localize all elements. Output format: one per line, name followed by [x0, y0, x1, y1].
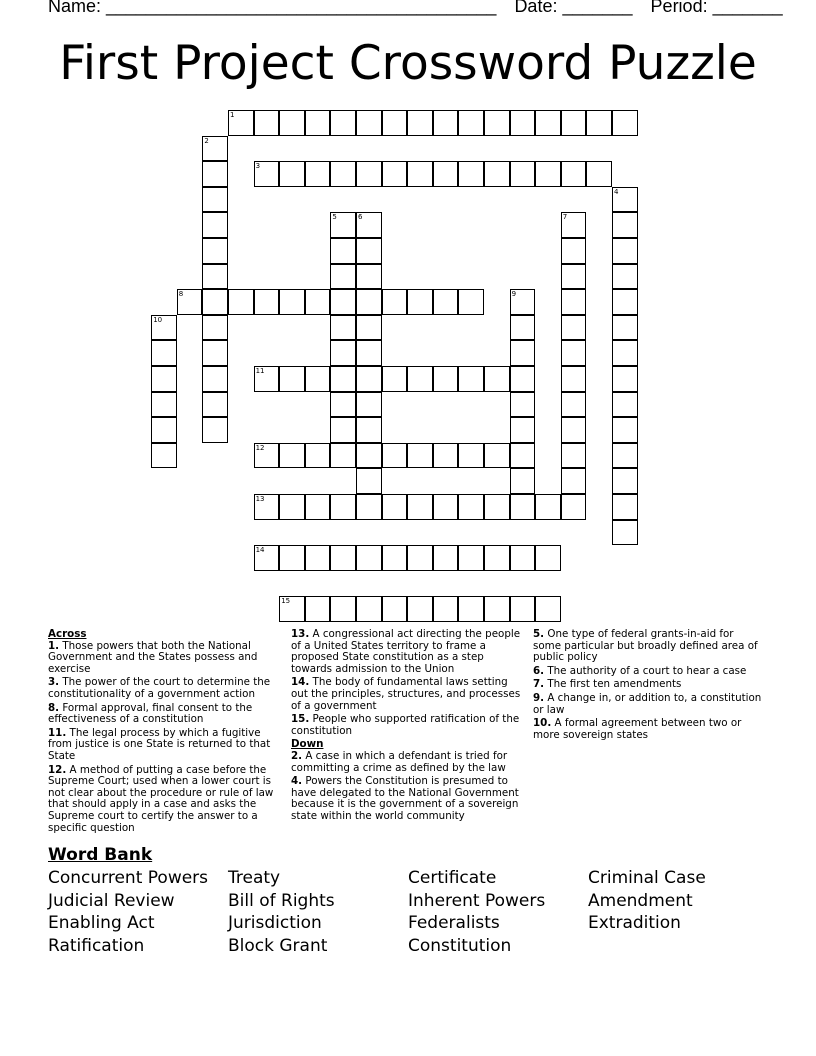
clue-text: The legal process by which a fugitive from justice is one State is returned to that State — [48, 726, 271, 762]
clue-number: 7 — [562, 213, 568, 222]
word-bank-item: Treaty — [228, 868, 281, 888]
clue-text: One type of federal grants-in-aid for some particular but broadly defined area of public policy — [533, 628, 758, 664]
grid-cell[interactable] — [612, 494, 638, 520]
grid-cell[interactable] — [279, 110, 305, 136]
clue-item — [533, 693, 763, 716]
grid-cell[interactable] — [407, 545, 433, 571]
clue-number: 1. — [48, 639, 60, 652]
grid-cell[interactable] — [382, 494, 408, 520]
grid-cell[interactable] — [305, 110, 331, 136]
grid-cell[interactable] — [407, 366, 433, 392]
grid-cell[interactable] — [254, 366, 280, 392]
grid-cell[interactable] — [433, 110, 459, 136]
grid-cell[interactable] — [305, 366, 331, 392]
clue-number: 5. — [533, 628, 545, 640]
grid-cell[interactable] — [356, 161, 382, 187]
grid-cell[interactable] — [561, 366, 587, 392]
grid-cell[interactable] — [612, 520, 638, 546]
grid-cell[interactable] — [330, 161, 356, 187]
grid-cell[interactable] — [612, 468, 638, 494]
grid-cell[interactable] — [330, 392, 356, 418]
word-bank-title: Word Bank — [48, 845, 153, 865]
grid-cell[interactable] — [407, 443, 433, 469]
grid-cell[interactable] — [356, 468, 382, 494]
grid-cell[interactable] — [382, 443, 408, 469]
grid-cell[interactable] — [330, 366, 356, 392]
word-bank-item: Block Grant — [228, 936, 328, 957]
word-bank-item: Criminal Case — [588, 868, 706, 888]
grid-cell[interactable] — [407, 596, 433, 622]
clue-number: 15 — [281, 597, 291, 606]
clue-number: 13 — [255, 495, 265, 503]
clue-number: 8. — [48, 701, 60, 714]
grid-cell[interactable] — [382, 596, 408, 622]
grid-cell[interactable] — [382, 366, 408, 392]
grid-cell[interactable] — [612, 417, 638, 443]
word-bank-item: Bill of Rights — [228, 890, 335, 911]
grid-cell[interactable] — [510, 315, 536, 341]
grid-cell[interactable] — [202, 212, 228, 238]
clue-text: Powers the Constitution is presumed to have delegated to the National Government because it is the government of a sovereign state within the world community — [291, 775, 519, 822]
grid-cell[interactable] — [279, 596, 305, 622]
clue-item — [291, 677, 521, 712]
clue-item — [533, 718, 763, 741]
grid-cell[interactable] — [510, 289, 536, 315]
grid-cell[interactable] — [407, 161, 433, 187]
grid-cell[interactable] — [202, 161, 228, 187]
grid-cell[interactable] — [356, 494, 382, 520]
clue-number: 14. — [291, 676, 310, 689]
grid-cell[interactable] — [433, 545, 459, 571]
word-bank-item: Concurrent Powers — [48, 868, 209, 888]
word-bank-item: Extradition — [588, 913, 681, 934]
grid-cell[interactable] — [484, 443, 510, 469]
grid-cell[interactable] — [151, 315, 177, 341]
grid-cell[interactable] — [254, 161, 280, 187]
clue-number: 8 — [178, 290, 184, 299]
grid-cell[interactable] — [561, 238, 587, 264]
clue-text: Formal approval, final consent to the effectiveness of a constitution — [48, 701, 253, 726]
grid-cell[interactable] — [330, 545, 356, 571]
grid-cell[interactable] — [510, 417, 536, 443]
grid-cell[interactable] — [382, 545, 408, 571]
grid-cell[interactable] — [458, 366, 484, 392]
word-bank-item: Amendment — [588, 890, 693, 911]
grid-cell[interactable] — [330, 340, 356, 366]
clue-column-2 — [291, 629, 521, 825]
grid-cell[interactable] — [151, 366, 177, 392]
grid-cell[interactable] — [458, 443, 484, 469]
clue-number: 9. — [533, 691, 545, 704]
clue-item — [48, 677, 278, 700]
clue-number: 6. — [533, 664, 545, 677]
clue-number: 10 — [153, 315, 163, 324]
grid-cell[interactable] — [279, 443, 305, 469]
grid-cell[interactable] — [330, 596, 356, 622]
grid-cell[interactable] — [535, 110, 561, 136]
grid-cell[interactable] — [612, 392, 638, 418]
grid-cell[interactable] — [279, 545, 305, 571]
grid-cell[interactable] — [202, 392, 228, 418]
grid-cell[interactable] — [561, 392, 587, 418]
grid-cell[interactable] — [586, 161, 612, 187]
grid-cell[interactable] — [356, 545, 382, 571]
grid-cell[interactable] — [330, 315, 356, 341]
grid-cell[interactable] — [433, 494, 459, 520]
word-bank-item: Certificate — [408, 868, 497, 888]
name-field[interactable]: Name: _______________________________________ — [48, 0, 497, 16]
grid-cell[interactable] — [561, 443, 587, 469]
grid-cell[interactable] — [484, 366, 510, 392]
grid-cell[interactable] — [382, 110, 408, 136]
grid-cell[interactable] — [356, 315, 382, 341]
grid-cell[interactable] — [561, 340, 587, 366]
grid-cell[interactable] — [151, 340, 177, 366]
clue-number: 2. — [291, 749, 303, 762]
clue-number: 2 — [204, 136, 209, 145]
grid-cell[interactable] — [330, 494, 356, 520]
clue-number: 14 — [255, 546, 265, 555]
clue-item — [291, 776, 521, 822]
grid-cell[interactable] — [407, 110, 433, 136]
grid-cell[interactable] — [510, 340, 536, 366]
grid-cell[interactable] — [458, 161, 484, 187]
grid-cell[interactable] — [202, 136, 228, 162]
word-bank — [48, 867, 768, 958]
grid-cell[interactable] — [202, 315, 228, 341]
grid-cell[interactable] — [561, 494, 587, 520]
clue-item — [533, 629, 763, 664]
grid-cell[interactable] — [458, 596, 484, 622]
grid-cell[interactable] — [561, 289, 587, 315]
grid-cell[interactable] — [407, 494, 433, 520]
grid-cell[interactable] — [382, 289, 408, 315]
grid-cell[interactable] — [356, 417, 382, 443]
clue-number: 12. — [48, 763, 67, 776]
grid-cell[interactable] — [356, 110, 382, 136]
grid-cell[interactable] — [382, 161, 408, 187]
grid-cell[interactable] — [356, 340, 382, 366]
grid-cell[interactable] — [305, 161, 331, 187]
grid-cell[interactable] — [612, 366, 638, 392]
word-bank-item: Constitution — [408, 936, 512, 957]
grid-cell[interactable] — [330, 238, 356, 264]
clue-number: 11. — [48, 726, 67, 739]
word-bank-item: Jurisdiction — [228, 913, 322, 934]
grid-cell[interactable] — [535, 494, 561, 520]
period-field[interactable]: Period: _______ — [650, 0, 783, 16]
grid-cell[interactable] — [561, 110, 587, 136]
grid-cell[interactable] — [433, 596, 459, 622]
grid-cell[interactable] — [535, 161, 561, 187]
grid-cell[interactable] — [330, 264, 356, 290]
clue-text: A case in which a defendant is tried for committing a crime as defined by the law — [291, 749, 508, 774]
grid-cell[interactable] — [484, 494, 510, 520]
clue-text: The authority of a court to hear a case — [544, 664, 747, 677]
grid-cell[interactable] — [561, 315, 587, 341]
clue-number: 3 — [255, 162, 261, 171]
grid-cell[interactable] — [612, 212, 638, 238]
grid-cell[interactable] — [254, 443, 280, 469]
grid-cell[interactable] — [612, 110, 638, 136]
grid-cell[interactable] — [228, 289, 254, 315]
word-bank-item: Federalists — [408, 913, 500, 934]
grid-cell[interactable] — [202, 340, 228, 366]
clue-number: 11 — [255, 367, 265, 375]
grid-cell[interactable] — [561, 212, 587, 238]
grid-cell[interactable] — [356, 366, 382, 392]
grid-cell[interactable] — [612, 340, 638, 366]
grid-cell[interactable] — [510, 110, 536, 136]
grid-cell[interactable] — [561, 161, 587, 187]
grid-cell[interactable] — [612, 264, 638, 290]
grid-cell[interactable] — [612, 443, 638, 469]
grid-cell[interactable] — [202, 289, 228, 315]
clue-number: 9 — [511, 290, 517, 299]
grid-cell[interactable] — [356, 238, 382, 264]
grid-cell[interactable] — [228, 110, 254, 136]
grid-cell[interactable] — [177, 289, 203, 315]
clue-number: 4 — [614, 187, 619, 196]
grid-cell[interactable] — [151, 443, 177, 469]
clue-text: People who supported ratification of the constitution — [291, 713, 520, 737]
clue-text: The first ten amendments — [544, 678, 682, 691]
grid-cell[interactable] — [254, 494, 280, 520]
grid-cell[interactable] — [612, 289, 638, 315]
grid-cell[interactable] — [202, 187, 228, 213]
clue-item — [48, 728, 278, 763]
clue-number: 7. — [533, 678, 545, 691]
grid-cell[interactable] — [510, 161, 536, 187]
date-field[interactable]: Date: _______ — [514, 0, 633, 16]
clue-column-3 — [533, 629, 763, 743]
clue-text: Those powers that both the National Government and the States possess and exercise — [48, 639, 258, 675]
down-heading: Down — [291, 738, 324, 751]
grid-cell[interactable] — [458, 545, 484, 571]
clue-item — [291, 629, 521, 675]
grid-cell[interactable] — [356, 596, 382, 622]
grid-cell[interactable] — [305, 596, 331, 622]
clue-number: 6 — [358, 213, 363, 222]
clue-number: 15. — [291, 713, 310, 726]
grid-cell[interactable] — [433, 366, 459, 392]
clue-text: A change in, or addition to, a constitution or law — [533, 691, 762, 716]
page-title: First Project Crossword Puzzle — [59, 36, 757, 91]
grid-cell[interactable] — [330, 110, 356, 136]
grid-cell[interactable] — [202, 366, 228, 392]
grid-cell[interactable] — [561, 264, 587, 290]
grid-cell[interactable] — [305, 289, 331, 315]
grid-cell[interactable] — [279, 161, 305, 187]
grid-cell[interactable] — [433, 161, 459, 187]
grid-cell[interactable] — [612, 187, 638, 213]
clue-text: A method of putting a case before the Supreme Court; used when a lower court is not clear about the procedure or rule of law that should apply in a case and asks the Supreme court to certify the answer to a specific question — [48, 763, 274, 834]
clue-item — [48, 765, 278, 835]
grid-cell[interactable] — [484, 596, 510, 622]
grid-cell[interactable] — [330, 443, 356, 469]
word-bank-item: Enabling Act — [48, 913, 155, 934]
clue-text: The power of the court to determine the constitutionality of a government action — [48, 676, 271, 700]
grid-cell[interactable] — [561, 468, 587, 494]
grid-cell[interactable] — [458, 110, 484, 136]
word-bank-item: Ratification — [48, 936, 145, 957]
grid-cell[interactable] — [151, 417, 177, 443]
grid-cell[interactable] — [356, 289, 382, 315]
grid-cell[interactable] — [356, 264, 382, 290]
grid-cell[interactable] — [356, 212, 382, 238]
grid-cell[interactable] — [510, 596, 536, 622]
clue-number: 13. — [291, 628, 310, 640]
clue-item — [533, 679, 763, 691]
clue-column-1 — [48, 629, 278, 836]
grid-cell[interactable] — [279, 289, 305, 315]
clue-text: A congressional act directing the people of a United States territory to frame a proposed State constitution as a step towards admission to the Union — [291, 628, 521, 675]
grid-cell[interactable] — [151, 392, 177, 418]
grid-cell[interactable] — [535, 596, 561, 622]
word-bank-item: Judicial Review — [48, 890, 175, 911]
grid-cell[interactable] — [510, 545, 536, 571]
clue-text: The body of fundamental laws setting out the principles, structures, and processes of a government — [291, 676, 521, 712]
grid-cell[interactable] — [202, 264, 228, 290]
grid-cell[interactable] — [612, 238, 638, 264]
clue-number: 5 — [332, 213, 337, 222]
grid-cell[interactable] — [510, 392, 536, 418]
grid-cell[interactable] — [510, 468, 536, 494]
grid-cell[interactable] — [458, 494, 484, 520]
across-heading: Across — [48, 628, 87, 640]
grid-cell[interactable] — [279, 366, 305, 392]
grid-cell[interactable] — [330, 417, 356, 443]
grid-cell[interactable] — [510, 443, 536, 469]
grid-cell[interactable] — [586, 110, 612, 136]
grid-cell[interactable] — [330, 289, 356, 315]
clue-item — [533, 666, 763, 678]
clue-number: 1 — [230, 111, 235, 119]
grid-cell[interactable] — [356, 443, 382, 469]
grid-cell[interactable] — [510, 494, 536, 520]
grid-cell[interactable] — [305, 494, 331, 520]
grid-cell[interactable] — [484, 545, 510, 571]
clue-number: 12 — [255, 443, 265, 452]
grid-cell[interactable] — [561, 417, 587, 443]
clue-number: 10. — [533, 717, 552, 730]
grid-cell[interactable] — [305, 545, 331, 571]
grid-cell[interactable] — [535, 545, 561, 571]
grid-cell[interactable] — [254, 110, 280, 136]
grid-cell[interactable] — [458, 289, 484, 315]
grid-cell[interactable] — [202, 417, 228, 443]
grid-cell[interactable] — [484, 161, 510, 187]
clue-item — [48, 703, 278, 726]
grid-cell[interactable] — [484, 110, 510, 136]
grid-cell[interactable] — [305, 443, 331, 469]
grid-cell[interactable] — [407, 289, 433, 315]
word-bank-item: Inherent Powers — [408, 890, 546, 911]
grid-cell[interactable] — [254, 545, 280, 571]
clue-item — [48, 641, 278, 676]
grid-cell[interactable] — [612, 315, 638, 341]
clue-item — [291, 714, 521, 737]
grid-cell[interactable] — [254, 289, 280, 315]
grid-cell[interactable] — [356, 392, 382, 418]
clue-number: 4. — [291, 775, 303, 788]
grid-cell[interactable] — [433, 443, 459, 469]
clue-item — [291, 751, 521, 774]
grid-cell[interactable] — [279, 494, 305, 520]
clue-number: 3. — [48, 676, 60, 689]
grid-cell[interactable] — [202, 238, 228, 264]
grid-cell[interactable] — [433, 289, 459, 315]
clue-text: A formal agreement between two or more sovereign states — [533, 717, 742, 741]
grid-cell[interactable] — [330, 212, 356, 238]
grid-cell[interactable] — [510, 366, 536, 392]
